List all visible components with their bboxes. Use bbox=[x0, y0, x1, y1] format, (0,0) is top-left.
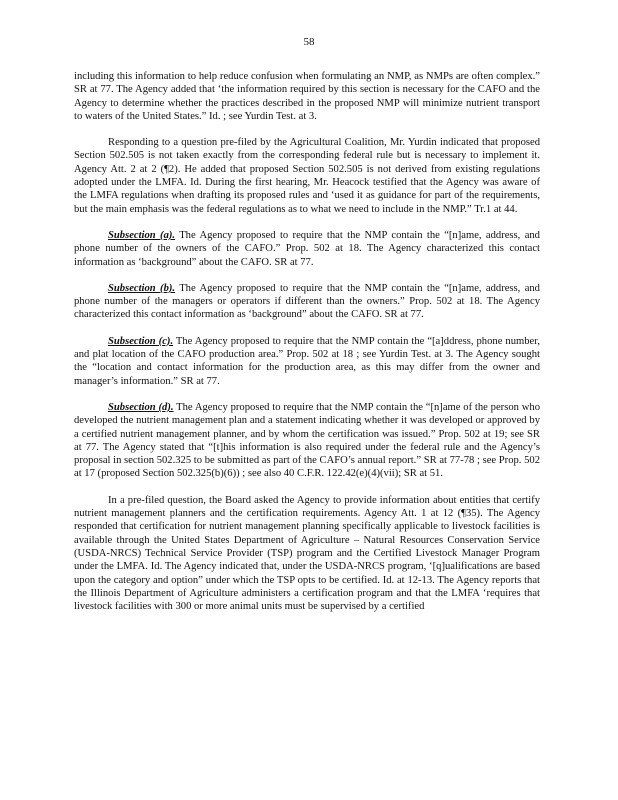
paragraph-text: The Agency proposed to require that the NMP contain the “[n]ame, address, and phone number of the managers or operators if different than the owners.” Prop. 502 at 18. The Agency characterized this contact information as ‘background” about the CAFO. SR at 77. bbox=[74, 282, 540, 321]
paragraph-yurdin-response bbox=[74, 136, 540, 216]
subsection-label: Subsection (a). bbox=[108, 229, 176, 241]
paragraph-subsection-b bbox=[74, 282, 540, 322]
paragraph-text: In a pre-filed question, the Board asked the Agency to provide information about entities that certify nutrient management planners and the certification requirements. Agency Att. 1 at 12 (¶35). The Agency responded that certification for nutrient management planning specifically applicable to livestock facilities is available through the United States Department of Agriculture – Natural Resources Conservation Service (USDA-NRCS) Technical Service Provider (TSP) program and the Certified Livestock Manager Program under the LMFA. Id. The Agency indicated that, under the USDA-NRCS program, ‘[q]ualifications are based upon the category and option” under which the TSP opts to be certified. Id. at 12-13. The Agency reports that the Illinois Department of Agriculture administers a certification program and that the LMFA ‘requires that livestock facilities with 300 or more animal units must be supervised by a certified bbox=[74, 494, 540, 613]
body-text bbox=[74, 70, 540, 626]
subsection-label: Subsection (d). bbox=[108, 401, 174, 413]
paragraph-text: The Agency proposed to require that the NMP contain the “[n]ame of the person who developed the nutrient management plan and a statement indicating whether it was developed or approved by a certified nutrient management planner, and by whom the certification was issued.” Prop. 502 at 19; see SR at 77. The Agency stated that “[t]his information is also required under the federal rule and the Agency’s proposal in section 502.325 to be submitted as part of the CAFO’s annual report.” SR at 77-78 ; see Prop. 502 at 17 (proposed Section 502.325(b)(6)) ; see also 40 C.F.R. 122.42(e)(4)(vii); SR at 51. bbox=[74, 401, 540, 480]
subsection-label: Subsection (b). bbox=[108, 282, 176, 294]
paragraph-subsection-a bbox=[74, 229, 540, 269]
paragraph-subsection-d bbox=[74, 401, 540, 481]
paragraph-subsection-c bbox=[74, 335, 540, 388]
paragraph-continuation bbox=[74, 70, 540, 123]
paragraph-text: The Agency proposed to require that the NMP contain the “[n]ame, address, and phone number of the owners of the CAFO.” Prop. 502 at 18. The Agency characterized this contact information as ‘background” about the CAFO. SR at 77. bbox=[74, 229, 540, 268]
paragraph-text: The Agency proposed to require that the NMP contain the “[a]ddress, phone number, and plat location of the CAFO production area.” Prop. 502 at 18 ; see Yurdin Test. at 3. The Agency sought the “location and contact information for the production area, as this may differ from the owner and manager’s information.” SR at 77. bbox=[74, 335, 540, 387]
paragraph-text: including this information to help reduce confusion when formulating an NMP, as NMPs are often complex.” SR at 77. The Agency added that ‘the information required by this section is necessary for the CAFO and the Agency to determine whether the practices described in the proposed NMP will minimize nutrient transport to waters of the United States.” Id. ; see Yurdin Test. at 3. bbox=[74, 71, 540, 122]
paragraph-text: Responding to a question pre-filed by the Agricultural Coalition, Mr. Yurdin indicated that proposed Section 502.505 is not taken exactly from the corresponding federal rule but is necessary to implement it. Agency Att. 2 at 2 (¶2). He added that proposed Section 502.505 is not derived from existing regulations adopted under the LMFA. Id. During the first hearing, Mr. Heacock testified that the Agency was aware of the LMFA regulations when drafting its proposed rules and ‘used it as guidance for part of the requirements, but the main emphasis was the federal regulations as to what we need to include in the NMP.” Tr.1 at 44. bbox=[74, 137, 540, 215]
subsection-label: Subsection (c). bbox=[108, 335, 174, 347]
paragraph-board-question bbox=[74, 494, 540, 614]
page-number: 58 bbox=[303, 36, 315, 48]
